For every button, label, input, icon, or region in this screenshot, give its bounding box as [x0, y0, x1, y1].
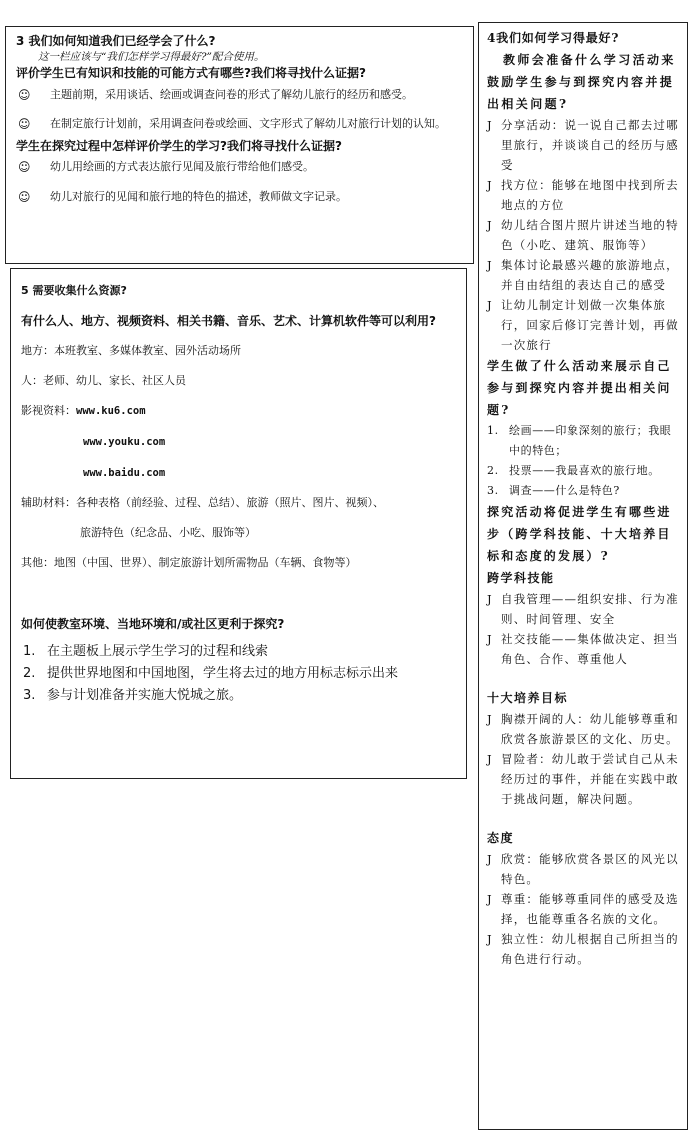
smiley-icon: ☺ — [18, 117, 31, 131]
section-5-resources — [10, 268, 467, 779]
environment-list — [21, 641, 456, 707]
list-item: J 社交技能——集体做决定、担当角色、合作、尊重他人 — [487, 632, 679, 666]
section-3-question-2: 学生在探究过程中怎样评价学生的学习?我们将寻找什么证据? — [16, 139, 342, 153]
progress-question: 探究活动将促进学生有哪些进步（跨学科技能、十大培养目标和态度的发展）? — [487, 505, 672, 563]
list-item: J 独立性：幼儿根据自己所担当的角色进行行动。 — [487, 932, 679, 966]
resource-aux-materials: 辅助材料：各种表格（前经验、过程、总结）、旅游（照片、图片、视频）、 — [21, 496, 384, 509]
list-item: J 找方位：能够在地图中找到所去地点的方位 — [487, 178, 679, 212]
section-4-learning — [478, 22, 688, 1130]
resource-aux-materials-cont: 旅游特色（纪念品、小吃、服饰等） — [80, 526, 256, 539]
list-item: J 胸襟开阔的人：幼儿能够尊重和欣赏各旅游景区的文化、历史。 — [487, 712, 679, 746]
list-item: J 让幼儿制定计划做一次集体旅行，回家后修订完善计划，再做一次旅行 — [487, 298, 679, 352]
smiley-icon: ☺ — [18, 190, 31, 204]
section-3-question-1: 评价学生已有知识和技能的可能方式有哪些?我们将寻找什么证据? — [16, 66, 366, 80]
list-item: J 欣赏：能够欣赏各景区的风光以特色。 — [487, 852, 679, 886]
smiley-icon: ☺ — [18, 160, 31, 174]
section-3-assessment — [5, 26, 474, 264]
list-item: ☺ 幼儿用绘画的方式表达旅行见闻及旅行带给他们感受。 — [18, 160, 314, 174]
link-ku6[interactable]: www.ku6.com — [76, 405, 146, 417]
section-5-question-2: 如何使教室环境、当地环境和/或社区更利于探究? — [21, 617, 285, 631]
link-baidu[interactable]: www.baidu.com — [83, 467, 166, 479]
link-youku[interactable]: www.youku.com — [83, 436, 166, 448]
section-5-title: 5 需要收集什么资源? — [21, 284, 127, 297]
list-item: J 分享活动：说一说自己都去过哪里旅行，并谈谈自己的经历与感受 — [487, 118, 679, 172]
list-item: ☺ 在制定旅行计划前，采用调查问卷或绘画、文字形式了解幼儿对旅行计划的认知。 — [18, 117, 446, 131]
list-item: 1. 绘画——印象深刻的旅行；我眼中的特色； — [487, 424, 672, 457]
list-item: 2. 投票——我最喜欢的旅行地。 — [487, 464, 660, 477]
resource-people: 人：老师、幼儿、家长、社区人员 — [21, 374, 186, 387]
resource-video: 影视资料：www.ku6.com — [21, 404, 146, 417]
resource-video-link — [21, 434, 456, 450]
list-item: 2. 提供世界地图和中国地图，学生将去过的地方用标志标示出来 — [23, 666, 399, 681]
list-item: J 冒险者：幼儿敢于尝试自己从未经历过的事件，并能在实践中敢于挑战问题，解决问题。 — [487, 752, 679, 806]
attitude-heading: 态度 — [487, 831, 515, 845]
resource-place: 地方：本班教室、多媒体教室、园外活动场所 — [21, 344, 241, 357]
list-item: ☺ 幼儿对旅行的见闻和旅行地的特色的描述，教师做文字记录。 — [18, 190, 347, 204]
section-5-question-1: 有什么人、地方、视频资料、相关书籍、音乐、艺术、计算机软件等可以利用? — [21, 314, 436, 328]
smiley-icon: ☺ — [18, 88, 31, 102]
goals-heading: 十大培养目标 — [487, 691, 569, 705]
section-4-title: 4我们如何学习得最好? — [487, 31, 620, 45]
list-item: 1. 在主题板上展示学生学习的过程和线索 — [23, 644, 269, 659]
list-item: J 自我管理——组织安排、行为准则、时间管理、安全 — [487, 592, 679, 626]
teacher-question: 教师会准备什么学习活动来鼓励学生参与到探究内容并提出相关问题? — [487, 53, 676, 111]
section-3-note: 这一栏应该与“我们怎样学习得最好?”配合使用。 — [38, 51, 265, 63]
section-3-title: 3 我们如何知道我们已经学会了什么? — [16, 34, 216, 48]
list-item: 3. 参与计划准备并实施大悦城之旅。 — [23, 688, 243, 703]
list-item: J 幼儿结合图片照片讲述当地的特色（小吃、建筑、服饰等） — [487, 218, 679, 252]
list-item: J 集体讨论最感兴趣的旅游地点，并自由结组的表达自己的感受 — [487, 258, 679, 292]
resource-other: 其他：地图（中国、世界）、制定旅游计划所需物品（车辆、食物等） — [21, 556, 357, 569]
list-item: 3. 调查——什么是特色? — [487, 484, 620, 497]
list-item: J 尊重：能够尊重同伴的感受及选择，也能尊重各名族的文化。 — [487, 892, 679, 926]
list-item: ☺ 主题前期，采用谈话、绘画或调查问卷的形式了解幼儿旅行的经历和感受。 — [18, 88, 413, 102]
student-question: 学生做了什么活动来展示自己参与到探究内容并提出相关问题? — [487, 359, 672, 417]
skills-heading: 跨学科技能 — [487, 571, 555, 585]
resource-video-link — [21, 465, 456, 481]
